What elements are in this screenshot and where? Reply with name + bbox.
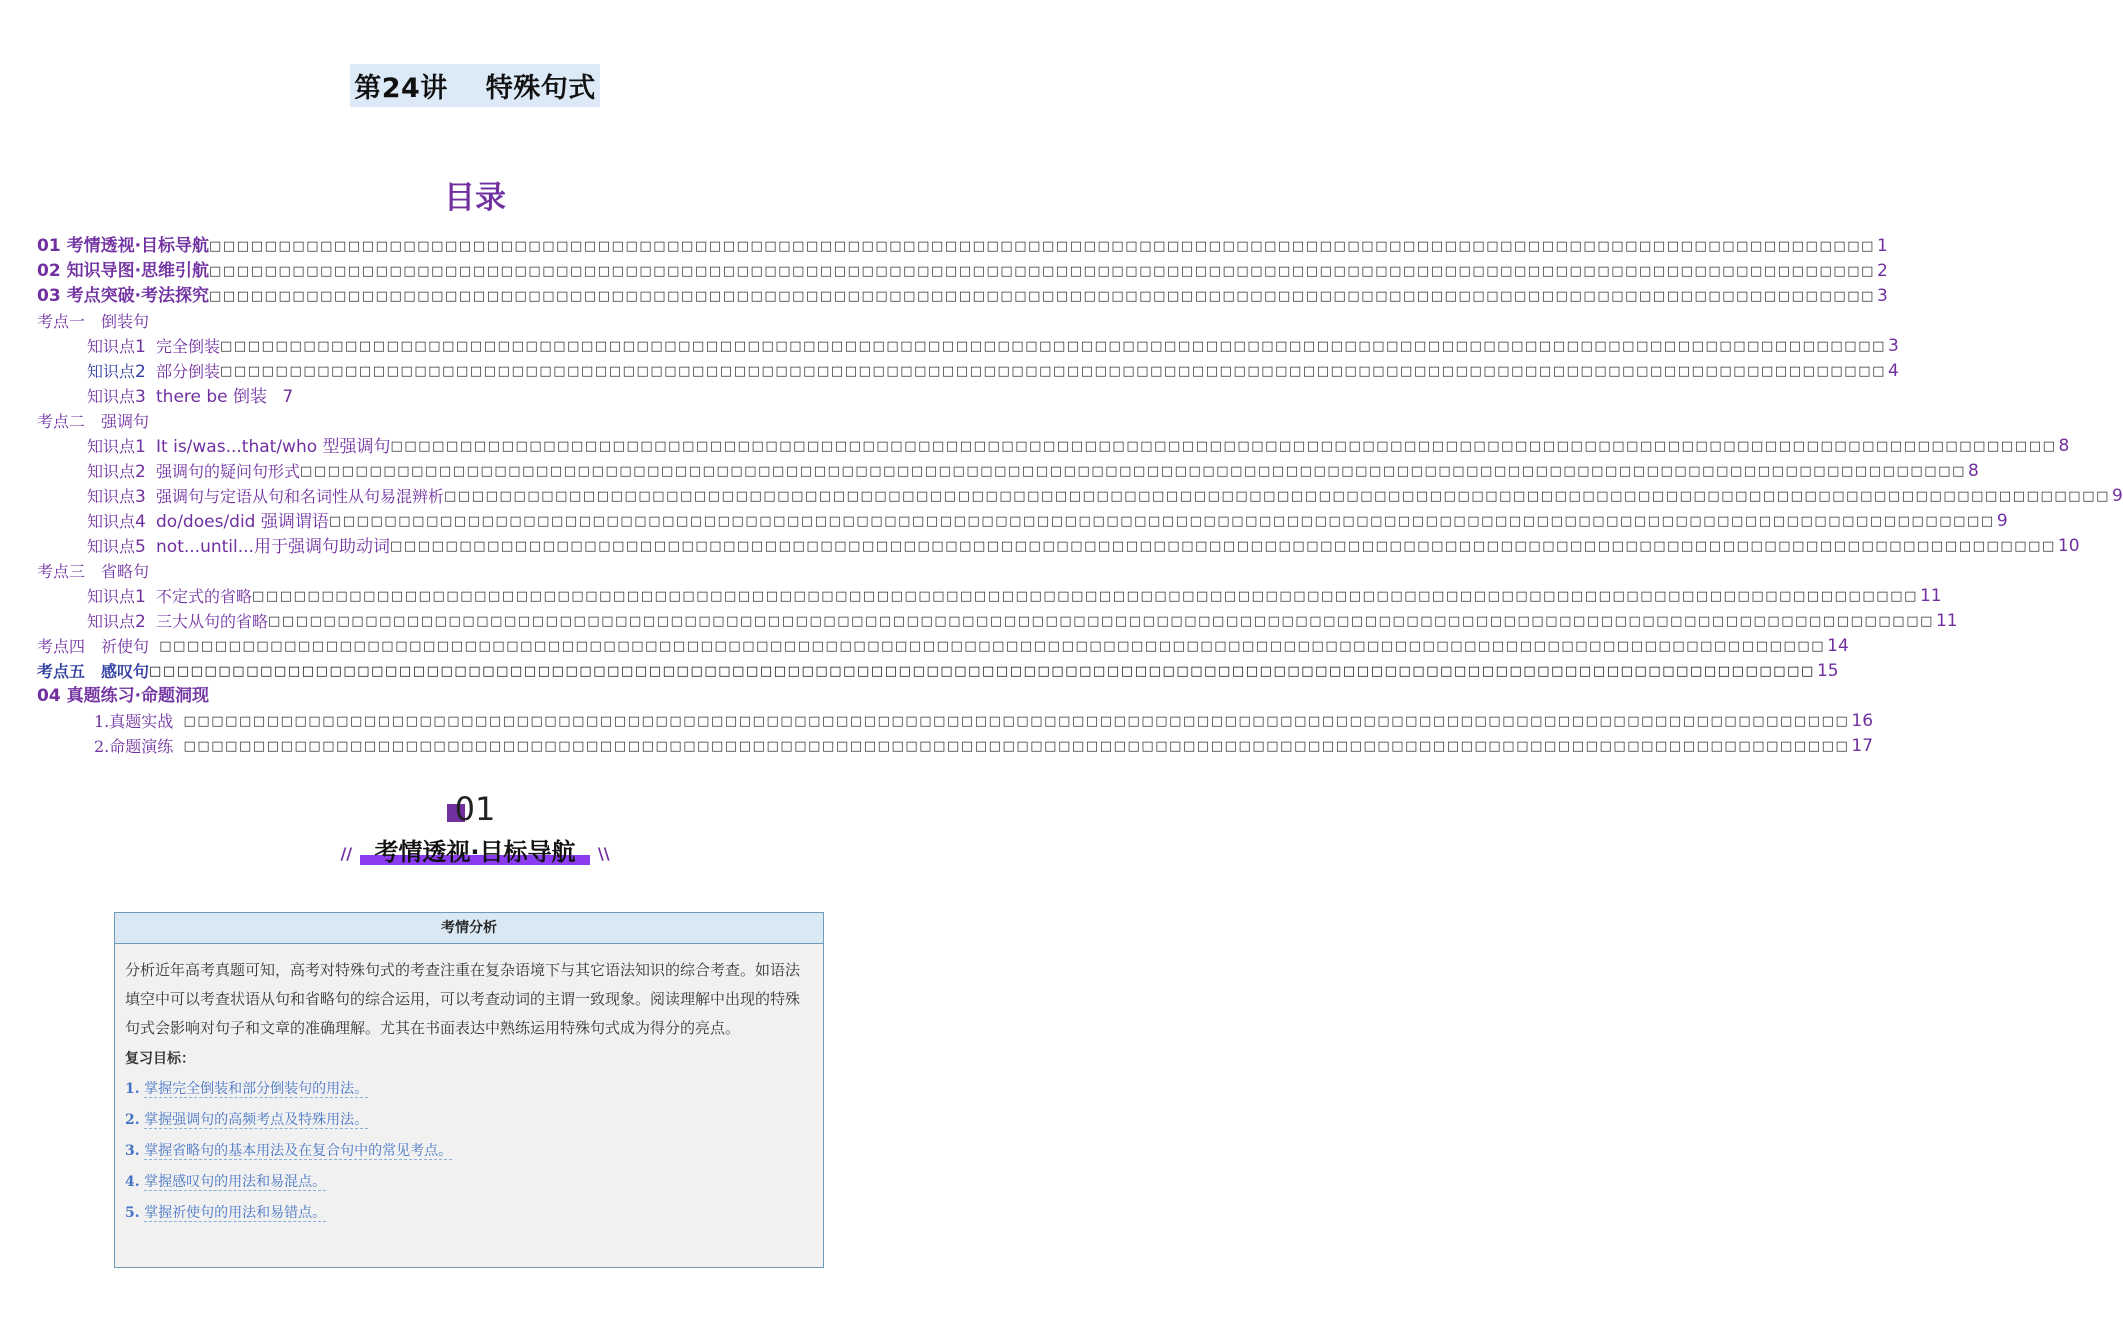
- toc-entry[interactable]: 1.真题实战 □□□□□□□□□□□□□□□□□□□□□□□□□□□□□□□□□□□□□□□□□□□□□□□□□□□□□□□□□□□□□□□□□□□□□□□□□□□□□□□□□□□□□□□□□□□□□□□□□□□□□□□□□□□□□□□□□□□□□□□□ 16: [94, 709, 812, 734]
- toc-leader: □□□□□□□□□□□□□□□□□□□□□□□□□□□□□□□□□□□□□□□□□□□□□□□□□□□□□□□□□□□□□□□□□□□□□□□□□□□□□□□□□□□□□□□□□□□□□□□□□□□□□□□□□□□□□□□□□□□□□□□□: [183, 714, 1850, 729]
- toc-entry[interactable]: 知识点3 there be 倒装 7: [87, 387, 294, 407]
- toc-entry[interactable]: 考点一 倒装句: [37, 312, 150, 331]
- page-title-wrap: [0, 64, 950, 107]
- toc-leader: □□□□□□□□□□□□□□□□□□□□□□□□□□□□□□□□□□□□□□□□□□□□□□□□□□□□□□□□□□□□□□□□□□□□□□□□□□□□□□□□□□□□□□□□□□□□□□□□□□□□□□□□□□□□□□□□□□□□□□□□: [268, 614, 1934, 629]
- section-title-wrap: [0, 832, 950, 867]
- goal-item: 5. 掌握祈使句的用法和易错点。: [125, 1205, 327, 1221]
- goal-item: 3. 掌握省略句的基本用法及在复合句中的常见考点。: [125, 1143, 453, 1159]
- toc-entry[interactable]: 知识点1 不定式的省略 □□□□□□□□□□□□□□□□□□□□□□□□□□□□□□□□□□□□□□□□□□□□□□□□□□□□□□□□□□□□□□□□□□□□□□□□□□□□□□□□□□□□□□□□□□□□□□□□□□□□□□□□□□□□□□□□□□□□□□□□ 11: [87, 586, 1942, 607]
- analysis-box: [114, 912, 824, 1268]
- toc-leader: □□□□□□□□□□□□□□□□□□□□□□□□□□□□□□□□□□□□□□□□□□□□□□□□□□□□□□□□□□□□□□□□□□□□□□□□□□□□□□□□□□□□□□□□□□□□□□□□□□□□□□□□□□□□□□□□□□□□□□□□: [209, 239, 1875, 254]
- toc-entry[interactable]: 03 考点突破·考法探究 □□□□□□□□□□□□□□□□□□□□□□□□□□□□□□□□□□□□□□□□□□□□□□□□□□□□□□□□□□□□□□□□□□□□□□□□□□□□□□□□□□□□□□□□□□□□□□□□□□□□□□□□□□□□□□□□□□□□□□□□ 3: [37, 284, 812, 309]
- toc-entry[interactable]: 考点五 感叹句 □□□□□□□□□□□□□□□□□□□□□□□□□□□□□□□□□□□□□□□□□□□□□□□□□□□□□□□□□□□□□□□□□□□□□□□□□□□□□□□□□□□□□□□□□□□□□□□□□□□□□□□□□□□□□□□□□□□□□□□□ 15: [37, 659, 812, 684]
- analysis-body: [115, 944, 823, 1229]
- toc-leader: □□□□□□□□□□□□□□□□□□□□□□□□□□□□□□□□□□□□□□□□□□□□□□□□□□□□□□□□□□□□□□□□□□□□□□□□□□□□□□□□□□□□□□□□□□□□□□□□□□□□□□□□□□□□□□□□□□□□□□□□: [389, 539, 2056, 554]
- toc-leader: □□□□□□□□□□□□□□□□□□□□□□□□□□□□□□□□□□□□□□□□□□□□□□□□□□□□□□□□□□□□□□□□□□□□□□□□□□□□□□□□□□□□□□□□□□□□□□□□□□□□□□□□□□□□□□□□□□□□□□□□: [300, 464, 1966, 479]
- analysis-header: 考情分析: [115, 913, 823, 944]
- toc-entry[interactable]: 知识点3 强调句与定语从句和名词性从句易混辨析 □□□□□□□□□□□□□□□□□□□□□□□□□□□□□□□□□□□□□□□□□□□□□□□□□□□□□□□□□□□□□□□□□□□□□□□□□□□□□□□□□□□□□□□□□□□□□□□□□□□□□□□□□□□□□□□□□□□□□□□□ 9: [87, 486, 2123, 507]
- slash-decoration-right: \\: [597, 844, 610, 863]
- toc-leader: □□□□□□□□□□□□□□□□□□□□□□□□□□□□□□□□□□□□□□□□□□□□□□□□□□□□□□□□□□□□□□□□□□□□□□□□□□□□□□□□□□□□□□□□□□□□□□□□□□□□□□□□□□□□□□□□□□□□□□□□: [220, 364, 1886, 379]
- page-title: [350, 64, 600, 107]
- toc-entry[interactable]: 考点三 省略句: [37, 562, 150, 581]
- toc-leader: □□□□□□□□□□□□□□□□□□□□□□□□□□□□□□□□□□□□□□□□□□□□□□□□□□□□□□□□□□□□□□□□□□□□□□□□□□□□□□□□□□□□□□□□□□□□□□□□□□□□□□□□□□□□□□□□□□□□□□□□: [444, 489, 2110, 504]
- section-number-wrap: [0, 790, 950, 828]
- goal-item: 4. 掌握感叹句的用法和易混点。: [125, 1174, 327, 1190]
- goal-item: 2. 掌握强调句的高频考点及特殊用法。: [125, 1112, 369, 1128]
- toc-entry[interactable]: 知识点5 not...until...用于强调句助动词 □□□□□□□□□□□□□□□□□□□□□□□□□□□□□□□□□□□□□□□□□□□□□□□□□□□□□□□□□□□□□□□□□□□□□□□□□□□□□□□□□□□□□□□□□□□□□□□□□□□□□□□□□□□□□□□□□□□□□□□□ 10: [87, 536, 2080, 557]
- toc-entry[interactable]: 知识点4 do/does/did 强调谓语 □□□□□□□□□□□□□□□□□□□□□□□□□□□□□□□□□□□□□□□□□□□□□□□□□□□□□□□□□□□□□□□□□□□□□□□□□□□□□□□□□□□□□□□□□□□□□□□□□□□□□□□□□□□□□□□□□□□□□□□□ 9: [87, 511, 2008, 532]
- toc-leader: □□□□□□□□□□□□□□□□□□□□□□□□□□□□□□□□□□□□□□□□□□□□□□□□□□□□□□□□□□□□□□□□□□□□□□□□□□□□□□□□□□□□□□□□□□□□□□□□□□□□□□□□□□□□□□□□□□□□□□□□: [252, 589, 1918, 604]
- analysis-paragraph: 分析近年高考真题可知，高考对特殊句式的考查注重在复杂语境下与其它语法知识的综合考查。如语法填空中可以考查状语从句和省略句的综合运用，可以考查动词的主谓一致现象。阅读理解中出现的特殊句式会影响对句子和文章的准确理解。尤其在书面表达中熟练运用特殊句式成为得分的亮点。: [125, 961, 801, 1037]
- toc-leader: □□□□□□□□□□□□□□□□□□□□□□□□□□□□□□□□□□□□□□□□□□□□□□□□□□□□□□□□□□□□□□□□□□□□□□□□□□□□□□□□□□□□□□□□□□□□□□□□□□□□□□□□□□□□□□□□□□□□□□□□: [183, 739, 1850, 754]
- toc-leader: □□□□□□□□□□□□□□□□□□□□□□□□□□□□□□□□□□□□□□□□□□□□□□□□□□□□□□□□□□□□□□□□□□□□□□□□□□□□□□□□□□□□□□□□□□□□□□□□□□□□□□□□□□□□□□□□□□□□□□□□: [159, 639, 1826, 654]
- lecture-topic: 特殊句式: [485, 73, 596, 104]
- toc-entry[interactable]: 考点四 祈使句 □□□□□□□□□□□□□□□□□□□□□□□□□□□□□□□□□□□□□□□□□□□□□□□□□□□□□□□□□□□□□□□□□□□□□□□□□□□□□□□□□□□□□□□□□□□□□□□□□□□□□□□□□□□□□□□□□□□□□□□□ 14: [37, 634, 812, 659]
- toc-entry[interactable]: 考点二 强调句: [37, 412, 150, 431]
- toc-leader: □□□□□□□□□□□□□□□□□□□□□□□□□□□□□□□□□□□□□□□□□□□□□□□□□□□□□□□□□□□□□□□□□□□□□□□□□□□□□□□□□□□□□□□□□□□□□□□□□□□□□□□□□□□□□□□□□□□□□□□□: [328, 514, 1995, 529]
- lecture-number: 第24讲: [354, 73, 448, 104]
- toc-entry[interactable]: 知识点2 三大从句的省略 □□□□□□□□□□□□□□□□□□□□□□□□□□□□□□□□□□□□□□□□□□□□□□□□□□□□□□□□□□□□□□□□□□□□□□□□□□□□□□□□□□□□□□□□□□□□□□□□□□□□□□□□□□□□□□□□□□□□□□□□ 11: [87, 611, 1958, 632]
- toc-entry[interactable]: 知识点1 It is/was...that/who 型强调句 □□□□□□□□□□□□□□□□□□□□□□□□□□□□□□□□□□□□□□□□□□□□□□□□□□□□□□□□□□□□□□□□□□□□□□□□□□□□□□□□□□□□□□□□□□□□□□□□□□□□□□□□□□□□□□□□□□□□□□□□ 8: [87, 436, 2070, 457]
- toc-entry[interactable]: 知识点2 强调句的疑问句形式 □□□□□□□□□□□□□□□□□□□□□□□□□□□□□□□□□□□□□□□□□□□□□□□□□□□□□□□□□□□□□□□□□□□□□□□□□□□□□□□□□□□□□□□□□□□□□□□□□□□□□□□□□□□□□□□□□□□□□□□□ 8: [87, 461, 1979, 482]
- toc-entry[interactable]: 02 知识导图·思维引航 □□□□□□□□□□□□□□□□□□□□□□□□□□□□□□□□□□□□□□□□□□□□□□□□□□□□□□□□□□□□□□□□□□□□□□□□□□□□□□□□□□□□□□□□□□□□□□□□□□□□□□□□□□□□□□□□□□□□□□□□ 2: [37, 259, 812, 284]
- toc-leader: □□□□□□□□□□□□□□□□□□□□□□□□□□□□□□□□□□□□□□□□□□□□□□□□□□□□□□□□□□□□□□□□□□□□□□□□□□□□□□□□□□□□□□□□□□□□□□□□□□□□□□□□□□□□□□□□□□□□□□□□: [209, 264, 1875, 279]
- toc-entry[interactable]: 2.命题演练 □□□□□□□□□□□□□□□□□□□□□□□□□□□□□□□□□□□□□□□□□□□□□□□□□□□□□□□□□□□□□□□□□□□□□□□□□□□□□□□□□□□□□□□□□□□□□□□□□□□□□□□□□□□□□□□□□□□□□□□□ 17: [94, 734, 812, 759]
- section-number: 01: [455, 790, 496, 828]
- toc-heading: 目录: [444, 180, 506, 216]
- section-title: // 考情透视·目标导航 \\: [340, 838, 610, 866]
- toc-entry[interactable]: 01 考情透视·目标导航 □□□□□□□□□□□□□□□□□□□□□□□□□□□□□□□□□□□□□□□□□□□□□□□□□□□□□□□□□□□□□□□□□□□□□□□□□□□□□□□□□□□□□□□□□□□□□□□□□□□□□□□□□□□□□□□□□□□□□□□□ 1: [37, 234, 812, 259]
- toc-leader: □□□□□□□□□□□□□□□□□□□□□□□□□□□□□□□□□□□□□□□□□□□□□□□□□□□□□□□□□□□□□□□□□□□□□□□□□□□□□□□□□□□□□□□□□□□□□□□□□□□□□□□□□□□□□□□□□□□□□□□□: [209, 289, 1875, 304]
- goals-title: 复习目标：: [125, 1051, 195, 1067]
- slash-decoration-left: //: [340, 844, 353, 863]
- toc-leader: □□□□□□□□□□□□□□□□□□□□□□□□□□□□□□□□□□□□□□□□□□□□□□□□□□□□□□□□□□□□□□□□□□□□□□□□□□□□□□□□□□□□□□□□□□□□□□□□□□□□□□□□□□□□□□□□□□□□□□□□: [149, 664, 1815, 679]
- toc-entry[interactable]: 知识点1 完全倒装 □□□□□□□□□□□□□□□□□□□□□□□□□□□□□□□□□□□□□□□□□□□□□□□□□□□□□□□□□□□□□□□□□□□□□□□□□□□□□□□□□□□□□□□□□□□□□□□□□□□□□□□□□□□□□□□□□□□□□□□□ 3: [87, 336, 1899, 357]
- toc-entry[interactable]: 知识点2 部分倒装 □□□□□□□□□□□□□□□□□□□□□□□□□□□□□□□□□□□□□□□□□□□□□□□□□□□□□□□□□□□□□□□□□□□□□□□□□□□□□□□□□□□□□□□□□□□□□□□□□□□□□□□□□□□□□□□□□□□□□□□□ 4: [87, 361, 1899, 382]
- toc-leader: □□□□□□□□□□□□□□□□□□□□□□□□□□□□□□□□□□□□□□□□□□□□□□□□□□□□□□□□□□□□□□□□□□□□□□□□□□□□□□□□□□□□□□□□□□□□□□□□□□□□□□□□□□□□□□□□□□□□□□□□: [390, 439, 2057, 454]
- toc-entry[interactable]: 04 真题练习·命题洞现: [37, 686, 210, 706]
- toc-leader: □□□□□□□□□□□□□□□□□□□□□□□□□□□□□□□□□□□□□□□□□□□□□□□□□□□□□□□□□□□□□□□□□□□□□□□□□□□□□□□□□□□□□□□□□□□□□□□□□□□□□□□□□□□□□□□□□□□□□□□□: [220, 339, 1886, 354]
- goal-item: 1. 掌握完全倒装和部分倒装句的用法。: [125, 1081, 369, 1097]
